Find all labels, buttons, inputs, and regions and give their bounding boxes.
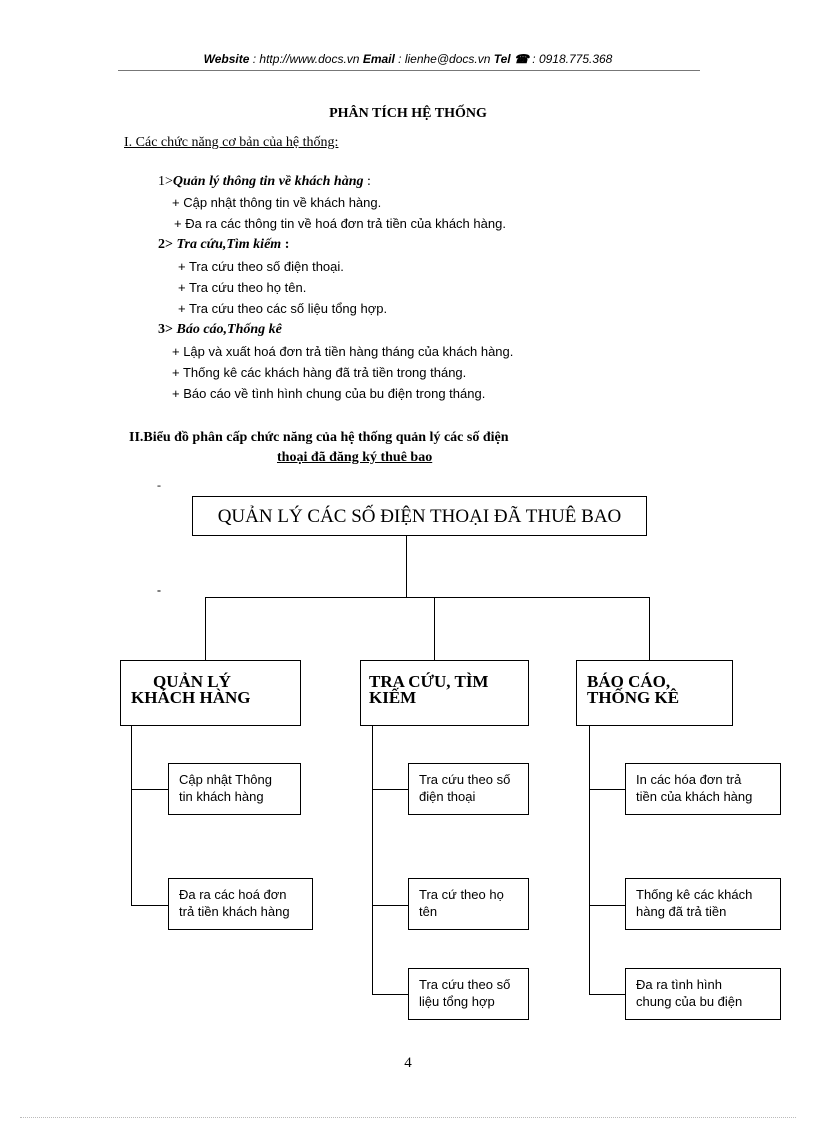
group1-num: 1> — [158, 174, 173, 189]
leaf-connector — [372, 994, 408, 995]
email-value: : lienhe@docs.vn — [394, 52, 494, 66]
branch-label-line1: QUẢN LÝ — [153, 672, 231, 691]
branch-label-line1: BÁO CÁO, — [587, 672, 671, 691]
leaf-label-line2: chung của bu điện — [636, 994, 743, 1009]
page-bottom-border — [20, 1117, 796, 1118]
leaf-connector — [589, 994, 625, 995]
leaf-label-line1: Tra cứu theo số — [419, 977, 511, 992]
leaf-label-line1: Cập nhật Thông — [179, 772, 272, 787]
leaf-label-line2: trả tiền khách hàng — [179, 904, 290, 919]
leaf-node — [168, 763, 301, 815]
phone-icon: ☎ — [513, 52, 529, 66]
branch-label-line2: KHÁCH HÀNG — [131, 688, 251, 707]
group3-num: 3> — [158, 322, 173, 337]
tel-label: Tel — [493, 52, 511, 66]
leaf-label-line2: liệu tổng hợp — [419, 994, 495, 1009]
leaf-node — [408, 763, 529, 815]
group1-title: Quản lý thông tin về khách hàng — [172, 174, 364, 189]
group1-item: + Cập nhật thông tin về khách hàng. — [172, 195, 382, 210]
leaf-spine — [372, 726, 373, 994]
leaf-node — [625, 968, 781, 1020]
group2-heading — [158, 237, 289, 253]
leaf-label-line1: Tra cứ theo họ — [419, 887, 504, 902]
page-number: 4 — [404, 1055, 412, 1071]
section2-heading-line1: II.Biểu đồ phân cấp chức năng của hệ thống quản lý các số điện — [129, 430, 509, 445]
leaf-label-line2: hàng đã trả tiền — [636, 904, 727, 919]
group2-num: 2> — [158, 237, 173, 252]
leaf-label-line1: In các hóa đơn trả — [636, 772, 742, 787]
group3-heading — [158, 322, 282, 338]
stray-dash: - — [157, 478, 161, 492]
group3-item: + Báo cáo về tình hình chung của bu điện trong tháng. — [172, 386, 486, 401]
page-header — [0, 52, 816, 66]
leaf-spine — [589, 726, 590, 994]
group2-item: + Tra cứu theo số điện thoại. — [178, 259, 344, 274]
header-divider — [118, 70, 700, 71]
leaf-connector — [372, 905, 408, 906]
leaf-label-line2: tin khách hàng — [179, 789, 264, 804]
leaf-connector — [589, 789, 625, 790]
website-value: : http://www.docs.vn — [249, 52, 363, 66]
branch-node-search — [360, 660, 529, 726]
leaf-label-line1: Đa ra tình hình — [636, 977, 722, 992]
email-label: Email — [362, 52, 395, 66]
group1-suffix: : — [363, 174, 371, 189]
group1-heading — [158, 174, 371, 190]
branch-connector — [434, 597, 435, 660]
tel-value: : 0918.775.368 — [528, 52, 613, 66]
leaf-node — [625, 878, 781, 930]
leaf-connector — [131, 789, 168, 790]
group2-item: + Tra cứu theo các số liệu tổng hợp. — [178, 301, 388, 316]
leaf-connector — [131, 905, 168, 906]
website-label: Website — [203, 52, 250, 66]
leaf-connector — [589, 905, 625, 906]
branch-node-customer-management — [120, 660, 301, 726]
leaf-node — [168, 878, 313, 930]
leaf-label-line2: tên — [419, 904, 438, 919]
leaf-node — [408, 878, 529, 930]
section1-heading: I. Các chức năng cơ bản của hệ thống: — [124, 135, 339, 150]
page-title: PHÂN TÍCH HỆ THỐNG — [329, 106, 487, 121]
group3-item: + Lập và xuất hoá đơn trả tiền hàng tháng của khách hàng. — [172, 344, 514, 359]
branch-label-line2: THỐNG KÊ — [587, 688, 680, 707]
leaf-connector — [372, 789, 408, 790]
group2-item: + Tra cứu theo họ tên. — [178, 280, 307, 295]
root-node: QUẢN LÝ CÁC SỐ ĐIỆN THOẠI ĐÃ THUÊ BAO — [192, 496, 647, 536]
branch-bar — [205, 597, 649, 598]
root-connector — [406, 536, 407, 597]
leaf-node — [625, 763, 781, 815]
leaf-spine — [131, 726, 132, 905]
section2-heading-line2: thoại đã đăng ký thuê bao — [277, 450, 433, 465]
leaf-node — [408, 968, 529, 1020]
group3-item: + Thống kê các khách hàng đã trả tiền trong tháng. — [172, 365, 467, 380]
leaf-label-line2: tiền của khách hàng — [636, 789, 753, 804]
leaf-label-line1: Đa ra các hoá đơn — [179, 887, 287, 902]
branch-label-line1: TRA CỨU, TÌM — [369, 672, 489, 691]
group1-item: + Đa ra các thông tin về hoá đơn trả tiền của khách hàng. — [174, 216, 506, 231]
branch-connector — [649, 597, 650, 660]
leaf-label-line1: Tra cứu theo số — [419, 772, 511, 787]
group2-suffix: : — [281, 237, 290, 252]
branch-label-line2: KIẾM — [369, 688, 417, 707]
branch-node-reports — [576, 660, 733, 726]
leaf-label-line1: Thống kê các khách — [636, 887, 753, 902]
leaf-label-line2: điện thoại — [419, 789, 476, 804]
branch-connector — [205, 597, 206, 660]
group2-title: Tra cứu,Tìm kiếm — [176, 237, 282, 252]
group3-title: Báo cáo,Thống kê — [176, 322, 282, 337]
stray-dash: - — [157, 583, 161, 597]
